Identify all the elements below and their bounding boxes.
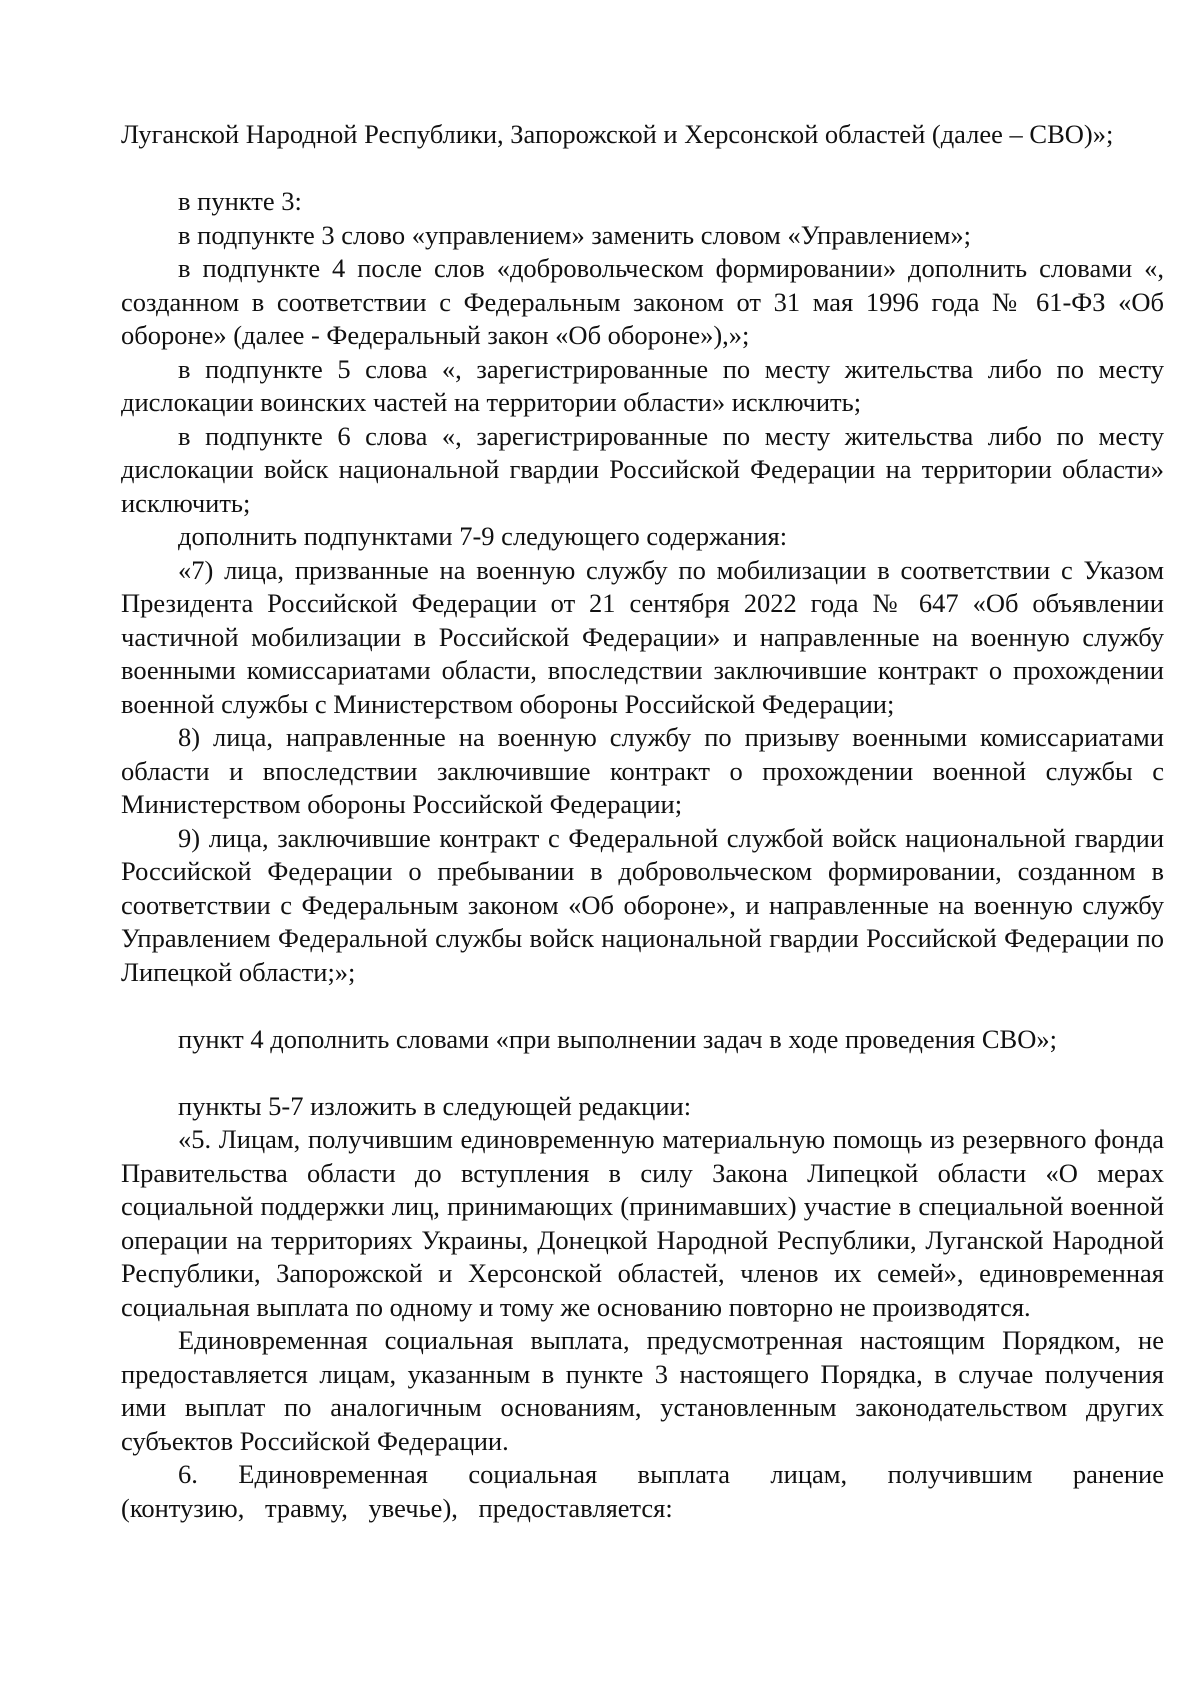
document-body xyxy=(121,118,1164,1525)
paragraph-item3-intro: в пункте 3: xyxy=(178,186,302,216)
paragraph-subitem6: в подпункте 6 слова «, зарегистрированные по месту жительства либо по месту дислокации войск национальной гвардии Российской Федерации на территории области» исключить; xyxy=(121,420,1164,518)
paragraph-item5-continued: Единовременная социальная выплата, предусмотренная настоящим Порядком, не предоставляется лицам, указанным в пункте 3 настоящего Порядка, в случае получения ими выплат по аналогичным основаниям, установленным законодательством других субъектов Российской Федерации. xyxy=(121,1325,1164,1456)
paragraph-subitem8: 8) лица, направленные на военную службу по призыву военными комиссариатами области и впоследствии заключившие контракт о прохождении военной службы с Министерством обороны Российской Федерации; xyxy=(121,722,1164,819)
paragraph-continuation: Луганской Народной Республики, Запорожской и Херсонской областей (далее – СВО)»; xyxy=(121,119,1114,149)
paragraph-subitem3: в подпункте 3 слово «управлением» заменить словом «Управлением»; xyxy=(178,219,971,250)
paragraph-subitem7: «7) лица, призванные на военную службу по мобилизации в соответствии с Указом Президента Российской Федерации от 21 сентября 2022 года № 647 «Об объявлении частичной мобилизации в Российской Федерации» и направленные на военную службу военными комиссариатами области, впоследствии заключившие контракт о прохождении военной службы с Министерством обороны Российской Федерации; xyxy=(121,554,1164,719)
paragraph-item5: «5. Лицам, получившим единовременную материальную помощь из резервного фонда Правительства области до вступления в силу Закона Липецкой области «О мерах социальной поддержки лиц, принимающих (принимавших) участие в специальной военной операции на территориях Украины, Донецкой Народной Республики, Луганской Народной Республики, Запорожской и Херсонской областей, членов их семей», единовременная социальная выплата по одному и тому же основанию повторно не производятся. xyxy=(121,1124,1164,1322)
paragraph-subitem9: 9) лица, заключившие контракт с Федеральной службой войск национальной гвардии Российской Федерации о пребывании в добровольческом формировании, созданном в соответствии с Федеральным законом «Об обороне», и направленные на военную службу Управлением Федеральной службы войск национальной гвардии Российской Федерации по Липецкой области;»; xyxy=(121,822,1164,987)
paragraph-gap xyxy=(121,1056,1164,1090)
paragraph-item6: 6. Единовременная социальная выплата лицам, получившим ранение (контузию, травму, увечье), предоставляется: xyxy=(121,1459,1164,1523)
paragraph-item4: пункт 4 дополнить словами «при выполнении задач в ходе проведения СВО»; xyxy=(178,1023,1057,1054)
paragraph-add-subitems: дополнить подпунктами 7-9 следующего содержания: xyxy=(178,521,788,551)
paragraph-subitem5: в подпункте 5 слова «, зарегистрированные по месту жительства либо по месту дислокации воинских частей на территории области» исключить; xyxy=(121,353,1164,417)
paragraph-subitem4: в подпункте 4 после слов «добровольческом формировании» дополнить словами «, созданном в соответствии с Федеральным законом от 31 мая 1996 года № 61-ФЗ «Об обороне» (далее - Федеральный закон «Об обороне»),»; xyxy=(121,253,1164,350)
paragraph-gap xyxy=(121,152,1164,186)
paragraph-items5-7-intro: пункты 5-7 изложить в следующей редакции: xyxy=(178,1090,692,1121)
paragraph-gap xyxy=(121,989,1164,1023)
